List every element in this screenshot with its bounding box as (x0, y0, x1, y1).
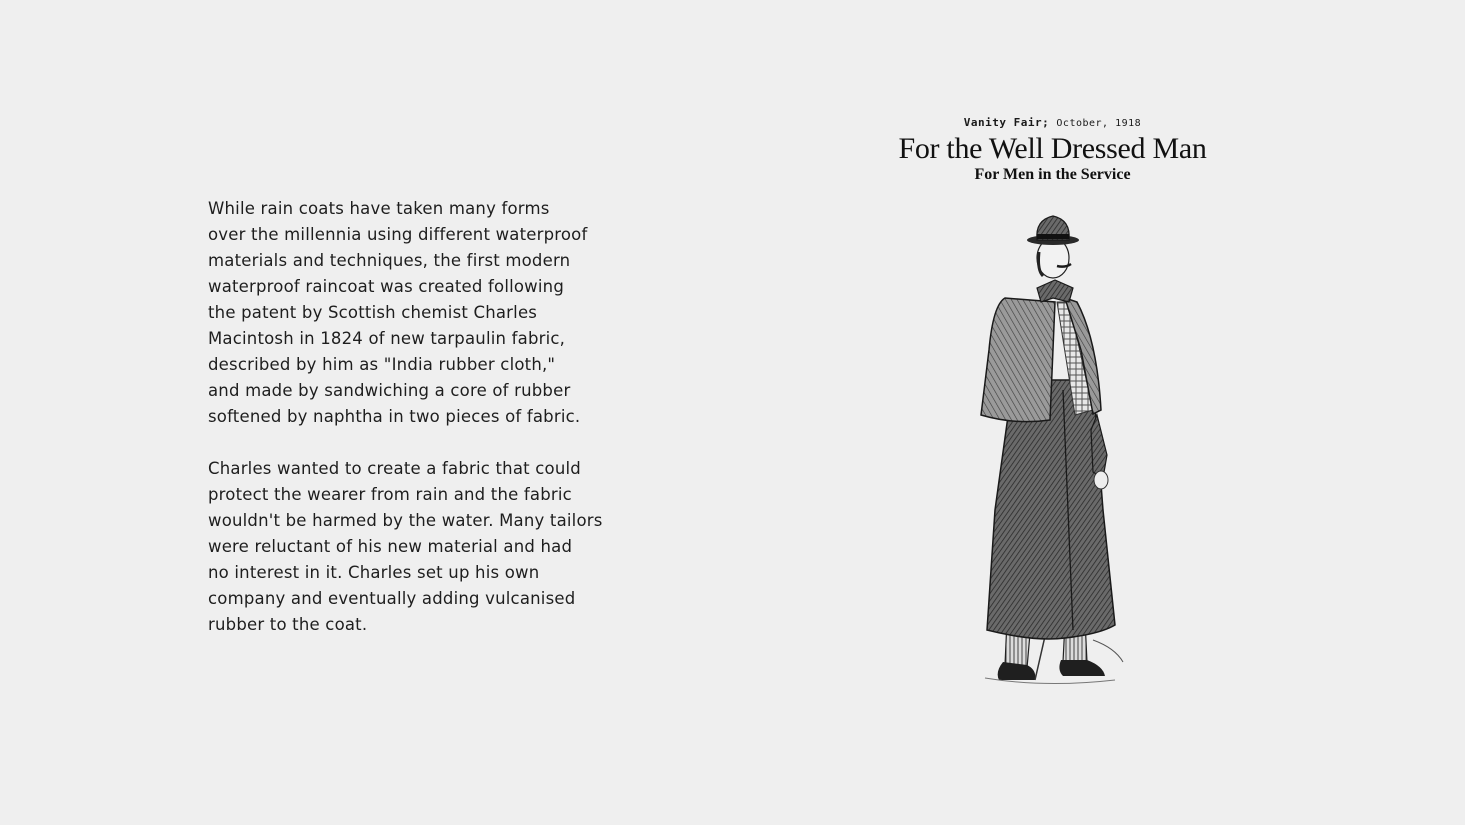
clipping-headline: For the Well Dressed Man (898, 132, 1207, 165)
clipping-byline (860, 116, 1245, 129)
man-in-raincoat-engraving-icon (965, 210, 1155, 705)
article-body (208, 196, 688, 664)
article-paragraph-1: While rain coats have taken many forms over the millennia using different waterproof materials and techniques, the first modern waterproof raincoat was created following the patent by Scottish chemist Charles Macintosh in 1824 of new tarpaulin fabric, described by him as "India rubber cloth," and made by sandwiching a core of rubber softened by naphtha in two pieces of fabric. (208, 199, 588, 426)
clipping-subheadline: For Men in the Service (974, 166, 1131, 183)
vintage-clipping (860, 110, 1245, 710)
publication-date: October, 1918 (1056, 118, 1142, 129)
publication-name: Vanity Fair; (963, 116, 1050, 129)
article-paragraph-2: Charles wanted to create a fabric that could protect the wearer from rain and the fabric wouldn't be harmed by the water. Many tailors were reluctant of his new material and had no interest in it. Charles set up his own company and eventually adding vulcanised rubber to the coat. (208, 459, 603, 634)
